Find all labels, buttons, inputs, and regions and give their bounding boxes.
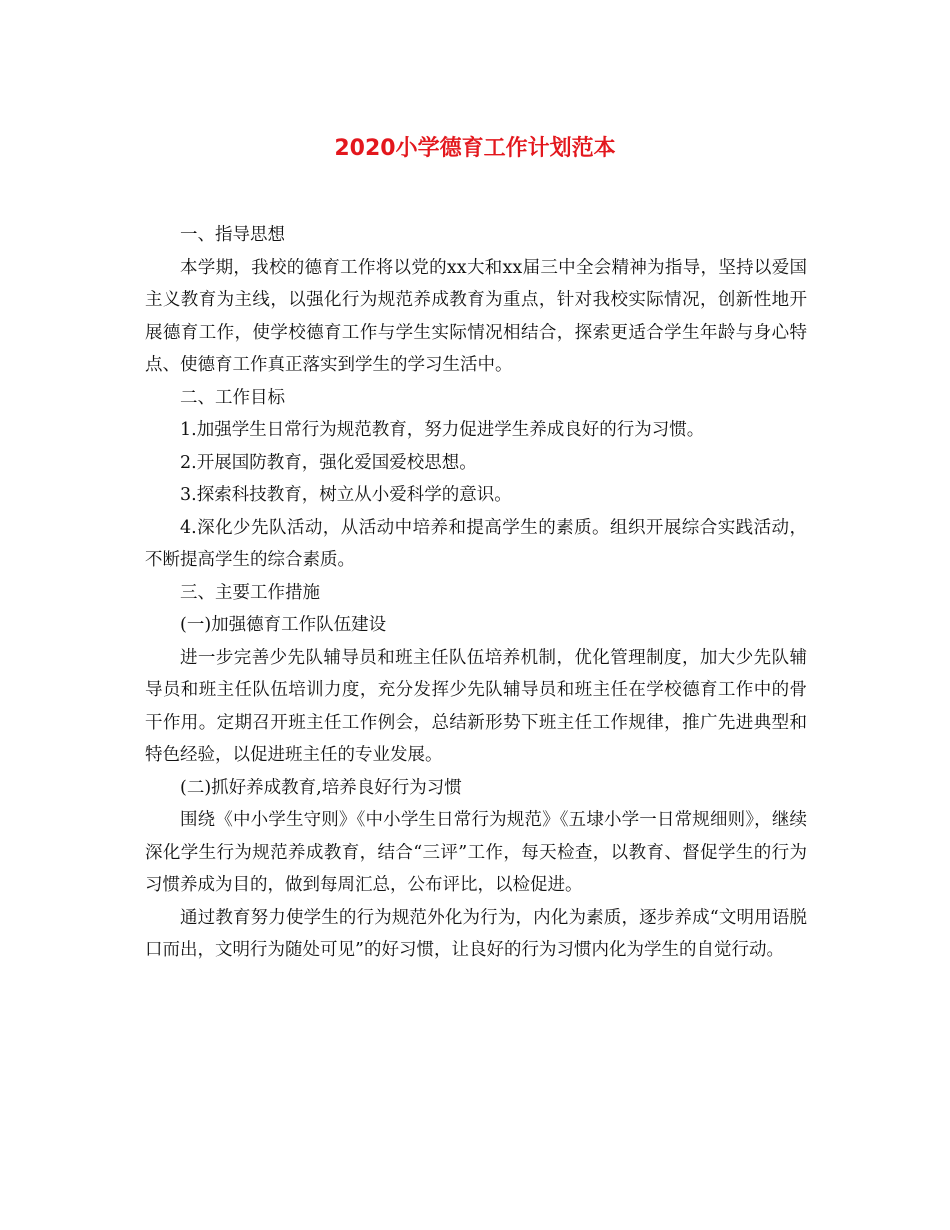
subsection-heading-team-building: (一)加强德育工作队伍建设	[180, 615, 387, 635]
document-body	[145, 219, 807, 967]
section-heading-work-goals: 二、工作目标	[180, 387, 285, 408]
subsection-heading-habit-education: (二)抓好养成教育,培养良好行为习惯	[180, 777, 462, 798]
paragraph-habit-education: 围绕《中小学生守则》《中小学生日常行为规范》《五埭小学一日常规细则》，继续深化学生行为规范养成教育，结合“三评”工作，每天检查，以教育、督促学生的行为习惯养成为目的，做到每周汇总，公布评比，以检促进。	[145, 810, 807, 895]
paragraph-team-building: 进一步完善少先队辅导员和班主任队伍培养机制，优化管理制度，加大少先队辅导员和班主任队伍培训力度，充分发挥少先队辅导员和班主任在学校德育工作中的骨干作用。定期召开班主任工作例会，总结新形势下班主任工作规律，推广先进典型和特色经验，以促进班主任的专业发展。	[145, 647, 807, 765]
list-item-goal-1: 1.加强学生日常行为规范教育，努力促进学生养成良好的行为习惯。	[180, 420, 705, 440]
paragraph-guiding-ideology: 本学期，我校的德育工作将以党的xx大和xx届三中全会精神为指导，坚持以爱国主义教育为主线，以强化行为规范养成教育为重点，针对我校实际情况，创新性地开展德育工作，使学校德育工作与学生实际情况相结合，探索更适合学生年龄与身心特点、使德育工作真正落实到学生的学习生活中。	[145, 257, 807, 375]
page-title: 2020小学德育工作计划范本	[334, 136, 616, 161]
section-heading-guiding-ideology: 一、指导思想	[180, 225, 285, 245]
section-heading-main-measures: 三、主要工作措施	[180, 582, 320, 603]
list-item-goal-3: 3.探索科技教育，树立从小爱科学的意识。	[180, 485, 512, 505]
list-item-goal-4: 4.深化少先队活动，从活动中培养和提高学生的素质。组织开展综合实践活动，不断提高学生的综合素质。	[145, 517, 807, 570]
list-item-goal-2: 2.开展国防教育，强化爱国爱校思想。	[180, 452, 477, 473]
paragraph-behavior-internalization: 通过教育努力使学生的行为规范外化为行为，内化为素质，逐步养成“文明用语脱口而出，文明行为随处可见”的好习惯，让良好的行为习惯内化为学生的自觉行动。	[145, 907, 807, 960]
